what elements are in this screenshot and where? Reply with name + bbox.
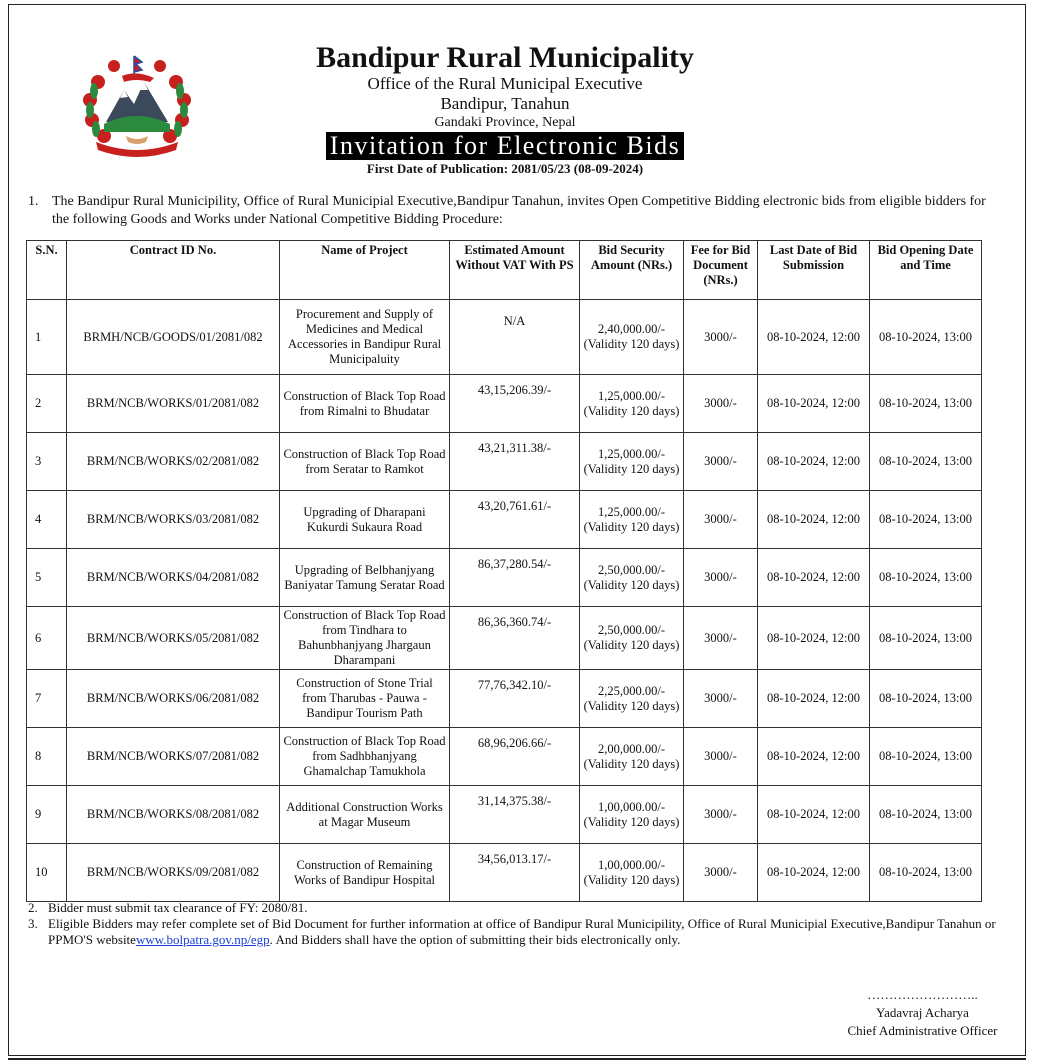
cell-sn: 7	[27, 670, 67, 728]
header-sn: S.N.	[27, 241, 67, 300]
cell-sn: 6	[27, 607, 67, 670]
cell-opening-date: 08-10-2024, 13:00	[870, 844, 982, 902]
cell-last-date: 08-10-2024, 12:00	[758, 670, 870, 728]
cell-security: 2,50,000.00/- (Validity 120 days)	[580, 549, 684, 607]
table-row	[27, 670, 982, 728]
notice-header	[230, 42, 780, 177]
cell-last-date: 08-10-2024, 12:00	[758, 549, 870, 607]
header-bid-security: Bid Security Amount (NRs.)	[580, 241, 684, 300]
cell-fee: 3000/-	[684, 491, 758, 549]
cell-estimate: 77,76,342.10/-	[450, 670, 580, 728]
table-row	[27, 300, 982, 375]
bottom-rule	[8, 1058, 1026, 1060]
cell-contract-id: BRM/NCB/WORKS/02/2081/082	[67, 433, 280, 491]
note-number: 3.	[28, 916, 38, 931]
cell-contract-id: BRM/NCB/WORKS/03/2081/082	[67, 491, 280, 549]
cell-estimate: 43,15,206.39/-	[450, 375, 580, 433]
notes-section	[28, 900, 998, 948]
cell-security: 1,25,000.00/- (Validity 120 days)	[580, 375, 684, 433]
cell-project: Construction of Black Top Road from Seratar to Ramkot	[280, 433, 450, 491]
cell-opening-date: 08-10-2024, 13:00	[870, 300, 982, 375]
intro-paragraph	[28, 193, 998, 229]
cell-estimate: N/A	[450, 300, 580, 375]
bids-table	[26, 240, 982, 902]
cell-fee: 3000/-	[684, 844, 758, 902]
cell-sn: 5	[27, 549, 67, 607]
cell-contract-id: BRMH/NCB/GOODS/01/2081/082	[67, 300, 280, 375]
signature-block	[830, 986, 1015, 1040]
note-item	[28, 900, 998, 916]
header-contract-id: Contract ID No.	[67, 241, 280, 300]
signatory-name: Yadavraj Acharya	[876, 1005, 969, 1020]
cell-security: 1,25,000.00/- (Validity 120 days)	[580, 491, 684, 549]
cell-fee: 3000/-	[684, 670, 758, 728]
cell-fee: 3000/-	[684, 300, 758, 375]
cell-last-date: 08-10-2024, 12:00	[758, 786, 870, 844]
cell-contract-id: BRM/NCB/WORKS/09/2081/082	[67, 844, 280, 902]
header-opening-date: Bid Opening Date and Time	[870, 241, 982, 300]
table-row	[27, 549, 982, 607]
cell-contract-id: BRM/NCB/WORKS/05/2081/082	[67, 607, 280, 670]
table-header-row	[27, 241, 982, 300]
cell-sn: 10	[27, 844, 67, 902]
table-row	[27, 375, 982, 433]
cell-fee: 3000/-	[684, 375, 758, 433]
office-province: Gandaki Province, Nepal	[434, 115, 576, 130]
cell-estimate: 86,37,280.54/-	[450, 549, 580, 607]
cell-estimate: 43,21,311.38/-	[450, 433, 580, 491]
ppmo-website-link[interactable]: www.bolpatra.gov.np/egp	[135, 932, 270, 947]
cell-security: 2,40,000.00/- (Validity 120 days)	[580, 300, 684, 375]
signature-dots: ……………………..	[867, 987, 978, 1002]
cell-estimate: 31,14,375.38/-	[450, 786, 580, 844]
cell-last-date: 08-10-2024, 12:00	[758, 491, 870, 549]
cell-project: Construction of Stone Trial from Tharubas - Pauwa - Bandipur Tourism Path	[280, 670, 450, 728]
cell-opening-date: 08-10-2024, 13:00	[870, 786, 982, 844]
cell-last-date: 08-10-2024, 12:00	[758, 728, 870, 786]
cell-sn: 4	[27, 491, 67, 549]
org-name: Bandipur Rural Municipality	[316, 41, 694, 74]
header-project-name: Name of Project	[280, 241, 450, 300]
table-row	[27, 786, 982, 844]
cell-fee: 3000/-	[684, 786, 758, 844]
cell-contract-id: BRM/NCB/WORKS/07/2081/082	[67, 728, 280, 786]
office-location: Bandipur, Tanahun	[440, 94, 570, 113]
header-estimated-amount: Estimated Amount Without VAT With PS	[450, 241, 580, 300]
cell-security: 2,00,000.00/- (Validity 120 days)	[580, 728, 684, 786]
cell-estimate: 68,96,206.66/-	[450, 728, 580, 786]
nepal-government-emblem-icon	[76, 52, 198, 160]
table-row	[27, 433, 982, 491]
table-row	[27, 844, 982, 902]
cell-sn: 1	[27, 300, 67, 375]
cell-project: Procurement and Supply of Medicines and Medical Accessories in Bandipur Rural Municipaluity	[280, 300, 450, 375]
table-row	[27, 491, 982, 549]
table-row	[27, 607, 982, 670]
cell-contract-id: BRM/NCB/WORKS/04/2081/082	[67, 549, 280, 607]
cell-project: Additional Construction Works at Magar Museum	[280, 786, 450, 844]
intro-number: 1.	[28, 194, 39, 209]
cell-project: Construction of Black Top Road from Tindhara to Bahunbhanjyang Jhargaun Dharampani	[280, 607, 450, 670]
intro-text: The Bandipur Rural Municipility, Office of Rural Municipial Executive,Bandipur Tanahun, invites Open Competitive Bidding electronic bids from eligible bidders for the following Goods and Works under National Competitive Bidding Procedure:	[52, 194, 986, 227]
header-fee: Fee for Bid Document (NRs.)	[684, 241, 758, 300]
cell-last-date: 08-10-2024, 12:00	[758, 375, 870, 433]
cell-project: Construction of Black Top Road from Rimalni to Bhudatar	[280, 375, 450, 433]
table-row	[27, 728, 982, 786]
signatory-title: Chief Administrative Officer	[847, 1023, 998, 1038]
cell-project: Upgrading of Belbhanjyang Baniyatar Tamung Seratar Road	[280, 549, 450, 607]
note-number: 2.	[28, 900, 38, 915]
cell-sn: 8	[27, 728, 67, 786]
cell-fee: 3000/-	[684, 728, 758, 786]
note-text: Eligible Bidders may refer complete set of Bid Document for further information at office of Bandipur Rural Municipility, Office of Rural Municipial Executive,Bandipur Tanahun or PPMO'S website	[48, 916, 996, 947]
cell-sn: 2	[27, 375, 67, 433]
note-text: Bidder must submit tax clearance of FY: 2080/81.	[48, 900, 308, 915]
cell-fee: 3000/-	[684, 607, 758, 670]
cell-contract-id: BRM/NCB/WORKS/01/2081/082	[67, 375, 280, 433]
cell-fee: 3000/-	[684, 549, 758, 607]
cell-fee: 3000/-	[684, 433, 758, 491]
cell-security: 1,00,000.00/- (Validity 120 days)	[580, 786, 684, 844]
cell-opening-date: 08-10-2024, 13:00	[870, 491, 982, 549]
cell-estimate: 34,56,013.17/-	[450, 844, 580, 902]
cell-last-date: 08-10-2024, 12:00	[758, 300, 870, 375]
publication-date: First Date of Publication: 2081/05/23 (08-09-2024)	[366, 161, 644, 176]
cell-last-date: 08-10-2024, 12:00	[758, 433, 870, 491]
cell-opening-date: 08-10-2024, 13:00	[870, 728, 982, 786]
cell-security: 1,00,000.00/- (Validity 120 days)	[580, 844, 684, 902]
cell-last-date: 08-10-2024, 12:00	[758, 607, 870, 670]
cell-opening-date: 08-10-2024, 13:00	[870, 433, 982, 491]
cell-sn: 3	[27, 433, 67, 491]
cell-estimate: 43,20,761.61/-	[450, 491, 580, 549]
cell-last-date: 08-10-2024, 12:00	[758, 844, 870, 902]
note-item	[28, 916, 998, 948]
cell-opening-date: 08-10-2024, 13:00	[870, 607, 982, 670]
cell-opening-date: 08-10-2024, 13:00	[870, 670, 982, 728]
cell-project: Construction of Black Top Road from Sadhbhanjyang Ghamalchap Tamukhola	[280, 728, 450, 786]
cell-security: 2,50,000.00/- (Validity 120 days)	[580, 607, 684, 670]
cell-security: 2,25,000.00/- (Validity 120 days)	[580, 670, 684, 728]
cell-contract-id: BRM/NCB/WORKS/08/2081/082	[67, 786, 280, 844]
header-last-date: Last Date of Bid Submission	[758, 241, 870, 300]
cell-opening-date: 08-10-2024, 13:00	[870, 375, 982, 433]
cell-security: 1,25,000.00/- (Validity 120 days)	[580, 433, 684, 491]
cell-project: Upgrading of Dharapani Kukurdi Sukaura Road	[280, 491, 450, 549]
cell-opening-date: 08-10-2024, 13:00	[870, 549, 982, 607]
cell-contract-id: BRM/NCB/WORKS/06/2081/082	[67, 670, 280, 728]
note-text-end: . And Bidders shall have the option of submitting their bids electronically only.	[269, 932, 681, 947]
cell-estimate: 86,36,360.74/-	[450, 607, 580, 670]
cell-sn: 9	[27, 786, 67, 844]
notice-title: Invitation for Electronic Bids	[326, 132, 684, 160]
office-name: Office of the Rural Municipal Executive	[367, 74, 643, 93]
cell-project: Construction of Remaining Works of Bandipur Hospital	[280, 844, 450, 902]
